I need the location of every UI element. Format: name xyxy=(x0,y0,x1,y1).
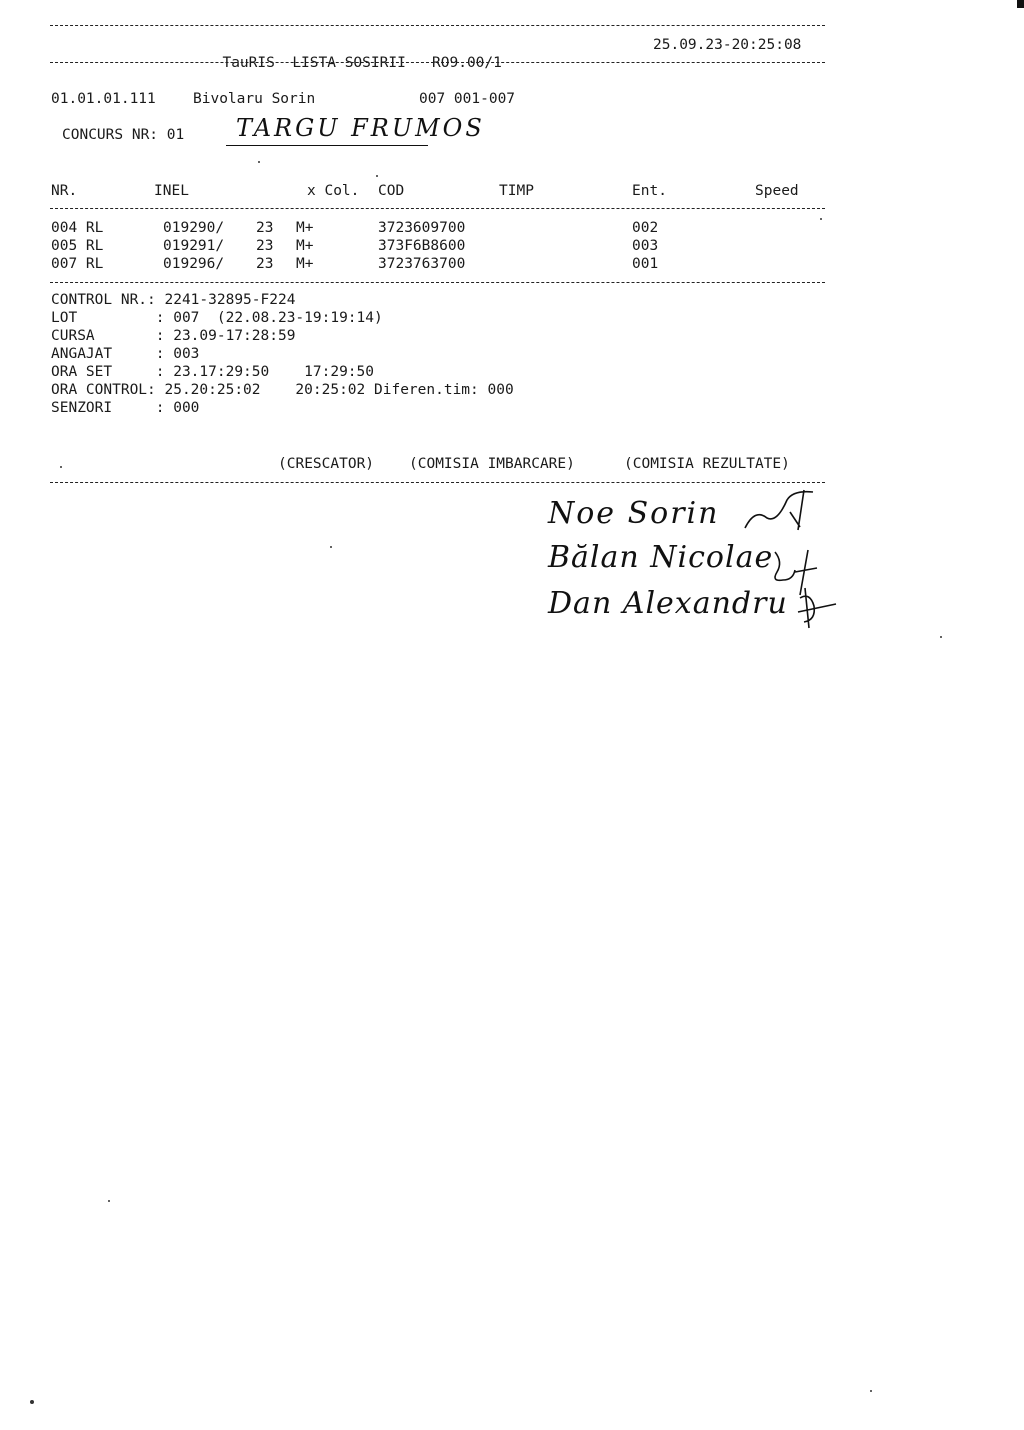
row-col: M+ xyxy=(296,238,314,254)
speck xyxy=(376,175,378,177)
header-dashed-line xyxy=(50,62,825,63)
col-nr: NR. xyxy=(51,183,78,199)
row-inel: 019290/ xyxy=(163,220,225,236)
speck xyxy=(258,161,260,163)
signature-name-3: Dan Alexandru xyxy=(548,586,788,621)
table-footer-dashed-line xyxy=(50,282,825,283)
row-cod: 373F6B8600 xyxy=(378,238,466,254)
speck xyxy=(870,1390,872,1392)
label-comisia-imbarcare: (COMISIA IMBARCARE) xyxy=(409,456,575,472)
row-year: 23 xyxy=(256,256,274,272)
control-senzori: SENZORI : 000 xyxy=(51,400,200,416)
owner-id: 01.01.01.111 xyxy=(51,91,156,107)
col-inel: INEL xyxy=(154,183,189,199)
label-crescator: (CRESCATOR) xyxy=(278,456,375,472)
report-code: RO9.00/1 xyxy=(432,55,502,71)
row-cod: 3723763700 xyxy=(378,256,466,272)
col-timp: TIMP xyxy=(499,183,534,199)
app-name: TauRIS xyxy=(222,55,275,71)
report-header xyxy=(205,36,502,72)
row-year: 23 xyxy=(256,238,274,254)
signature-mark-3 xyxy=(798,588,836,628)
control-angajat: ANGAJAT : 003 xyxy=(51,346,200,362)
control-nr: CONTROL NR.: 2241-32895-F224 xyxy=(51,292,296,308)
speck xyxy=(940,636,942,638)
control-ora-set: ORA SET : 23.17:29:50 17:29:50 xyxy=(51,364,375,380)
row-col: M+ xyxy=(296,220,314,236)
report-title: LISTA SOSIRII xyxy=(292,55,406,71)
speck xyxy=(108,1200,110,1202)
row-ent: 001 xyxy=(632,256,659,272)
row-nr: 004 RL xyxy=(51,220,104,236)
row-ent: 002 xyxy=(632,220,659,236)
signature-name-1: Noe Sorin xyxy=(548,496,720,531)
contest-place-handwritten: TARGU FRUMOS xyxy=(236,114,485,142)
col-cod: COD xyxy=(378,183,405,199)
control-ora-control: ORA CONTROL: 25.20:25:02 20:25:02 Diferen.tim: 000 xyxy=(51,382,514,398)
row-nr: 005 RL xyxy=(51,238,104,254)
row-nr: 007 RL xyxy=(51,256,104,272)
row-col: M+ xyxy=(296,256,314,272)
signature-name-2: Bălan Nicolae xyxy=(548,540,774,575)
speck xyxy=(30,1400,34,1404)
control-lot: LOT : 007 (22.08.23-19:19:14) xyxy=(51,310,383,326)
report-datetime: 25.09.23-20:25:08 xyxy=(653,37,802,53)
contest-place-underline xyxy=(226,145,428,146)
contest-label: CONCURS NR: 01 xyxy=(62,127,185,143)
col-col: x Col. xyxy=(307,183,360,199)
speck xyxy=(330,546,332,548)
row-year: 23 xyxy=(256,220,274,236)
top-dashed-line xyxy=(50,25,825,26)
row-inel: 019296/ xyxy=(163,256,225,272)
row-inel: 019291/ xyxy=(163,238,225,254)
label-comisia-rezultate: (COMISIA REZULTATE) xyxy=(624,456,790,472)
row-cod: 3723609700 xyxy=(378,220,466,236)
owner-name: Bivolaru Sorin xyxy=(193,91,316,107)
speck xyxy=(820,218,822,220)
page-edge-mark xyxy=(1017,0,1024,8)
signature-mark-1 xyxy=(745,490,813,530)
table-header-dashed-line xyxy=(50,208,825,209)
col-ent: Ent. xyxy=(632,183,667,199)
owner-lot-range: 007 001-007 xyxy=(419,91,516,107)
control-cursa: CURSA : 23.09-17:28:59 xyxy=(51,328,296,344)
col-speed: Speed xyxy=(755,183,799,199)
signature-dashed-line xyxy=(50,482,825,483)
speck xyxy=(60,466,62,468)
row-ent: 003 xyxy=(632,238,659,254)
